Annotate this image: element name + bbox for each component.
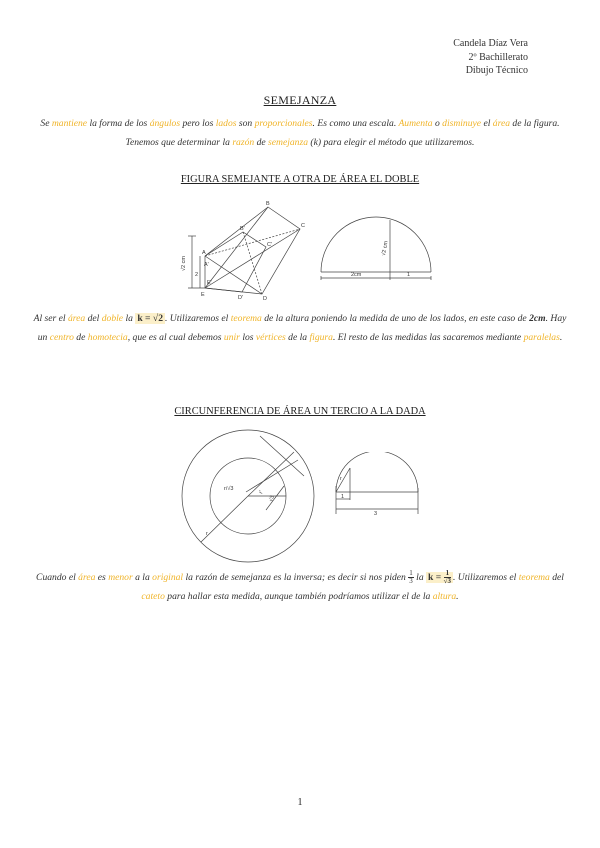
highlighted-term: lados <box>215 118 237 129</box>
semicircle2-arc <box>336 452 418 492</box>
k-value-box <box>426 569 453 586</box>
text-segment: Al ser el <box>33 313 68 324</box>
k-label: k = <box>428 572 442 583</box>
label-a: A <box>202 250 206 256</box>
text-segment: Se <box>40 118 52 129</box>
label-d: D <box>263 296 267 302</box>
highlighted-term: Aumenta <box>398 118 433 129</box>
label-r-sq: √3 <box>268 494 276 503</box>
highlighted-term: área <box>78 572 96 583</box>
concentric-circles-figure <box>176 424 326 564</box>
semicircle-cateto-figure <box>330 452 430 522</box>
label-seg-r: r <box>340 476 342 482</box>
section2-title: CIRCUNFERENCIA DE ÁREA UN TERCIO A LA DADA <box>174 406 426 417</box>
text-segment: . Hay un <box>37 313 567 343</box>
highlighted-term: razón <box>232 137 255 148</box>
highlighted-term: altura <box>432 591 457 602</box>
course-name: 2º Bachillerato <box>468 51 528 63</box>
text-segment: . Utilizaremos el <box>452 572 519 583</box>
text-segment: . <box>559 332 563 343</box>
author-name: Candela Díaz Vera <box>453 38 528 49</box>
text-segment: a la <box>132 572 153 583</box>
frac-numerator: 1 <box>409 569 413 578</box>
text-segment: son <box>236 118 255 129</box>
page-number: 1 <box>297 797 303 808</box>
subject-name: Dibujo Técnico <box>465 65 528 76</box>
highlighted-term: original <box>152 572 184 583</box>
k-fraction <box>444 570 451 585</box>
text-segment: . <box>456 591 459 602</box>
label-d2: D' <box>238 295 244 301</box>
polygon-similarity-figure <box>180 196 320 306</box>
section2-text-b: la <box>413 572 427 583</box>
text-segment: o <box>432 118 443 129</box>
highlighted-term: figura <box>309 332 333 343</box>
text-segment: la forma de los <box>87 118 150 129</box>
text-segment: de <box>73 332 88 343</box>
highlighted-term: teorema <box>518 572 550 583</box>
highlighted-term: ángulos <box>149 118 181 129</box>
page-title: SEMEJANZA <box>263 93 337 107</box>
highlighted-term: unir <box>223 332 240 343</box>
label-c: C <box>301 223 305 229</box>
text-segment: de la <box>285 332 310 343</box>
semicircle-arc <box>321 217 431 272</box>
text-segment: . Es como una escala. <box>312 118 399 129</box>
label-a2: A' <box>204 262 209 268</box>
section1-title: FIGURA SEMEJANTE A OTRA DE ÁREA EL DOBLE <box>180 174 420 185</box>
highlighted-term: mantiene <box>51 118 88 129</box>
label-arc: √2 cm <box>381 240 390 257</box>
text-segment: , que es al cual debemos <box>127 332 224 343</box>
section2-text-a <box>36 572 408 583</box>
highlighted-term: menor <box>108 572 133 583</box>
text-segment: del <box>85 313 102 324</box>
text-segment: de la altura poniendo la medida de uno de los lados, en este caso de <box>261 313 530 324</box>
text-segment: el <box>481 118 493 129</box>
highlighted-term: paralelas <box>523 332 560 343</box>
text-segment: pero los <box>180 118 216 129</box>
highlighted-term: área <box>492 118 511 129</box>
highlighted-term: área <box>67 313 86 324</box>
text-segment: la <box>123 313 136 324</box>
highlighted-term: proporcionales <box>254 118 313 129</box>
text-segment: es <box>95 572 109 583</box>
highlighted-term: disminuye <box>442 118 482 129</box>
label-e2: E' <box>207 280 212 286</box>
highlighted-term: centro <box>49 332 74 343</box>
bold-term: 2cm <box>529 313 546 324</box>
text-segment: de la figura. Tenemos que determinar la <box>125 118 560 148</box>
k-value-box: k = √2 <box>137 313 163 324</box>
intro-paragraph <box>28 114 572 152</box>
label-b: B <box>266 201 270 207</box>
text-segment: (k) para elegir el método que utilizaremos. <box>308 137 475 148</box>
text-segment: para hallar esta medida, aunque también podríamos utilizar el de la <box>164 591 433 602</box>
semicircle-height-figure <box>315 212 435 284</box>
highlighted-term: teorema <box>230 313 262 324</box>
highlighted-term: homotecia <box>87 332 128 343</box>
highlighted-term: vértices <box>255 332 286 343</box>
text-segment: la razón de semejanza es la inversa; es decir si nos piden <box>183 572 409 583</box>
label-b2: B' <box>240 226 245 232</box>
section2-paragraph <box>28 568 572 606</box>
label-r-inner: r' <box>258 489 265 495</box>
text-segment: . Utilizaremos el <box>165 313 231 324</box>
label-seg2: 1 <box>407 272 411 278</box>
label-c2: C' <box>267 242 273 248</box>
frac-denominator: 3 <box>409 577 413 586</box>
text-segment: del <box>549 572 564 583</box>
text-segment: . El resto de las medidas las sacaremos mediante <box>332 332 524 343</box>
original-polygon <box>205 207 300 294</box>
k-denominator: √3 <box>443 577 451 586</box>
highlighted-term: doble <box>101 313 124 324</box>
text-segment: los <box>239 332 256 343</box>
label-side-a: √2 cm <box>181 256 187 271</box>
section1-paragraph <box>28 309 572 347</box>
label-e: E <box>201 292 205 298</box>
text-segment: de <box>254 137 269 148</box>
label-seg1: 2cm <box>351 272 362 278</box>
highlighted-term: cateto <box>141 591 165 602</box>
text-segment: Cuando el <box>36 572 79 583</box>
label-seg-1: 1 <box>341 494 345 500</box>
label-r-mid: r/√3 <box>224 486 234 492</box>
label-seg-3: 3 <box>374 511 378 517</box>
label-side-b: 2 <box>195 272 199 278</box>
header-block <box>453 37 528 78</box>
highlighted-term: semejanza <box>268 137 308 148</box>
k-numerator: 1 <box>445 569 450 578</box>
label-r-outer: r <box>206 531 208 537</box>
